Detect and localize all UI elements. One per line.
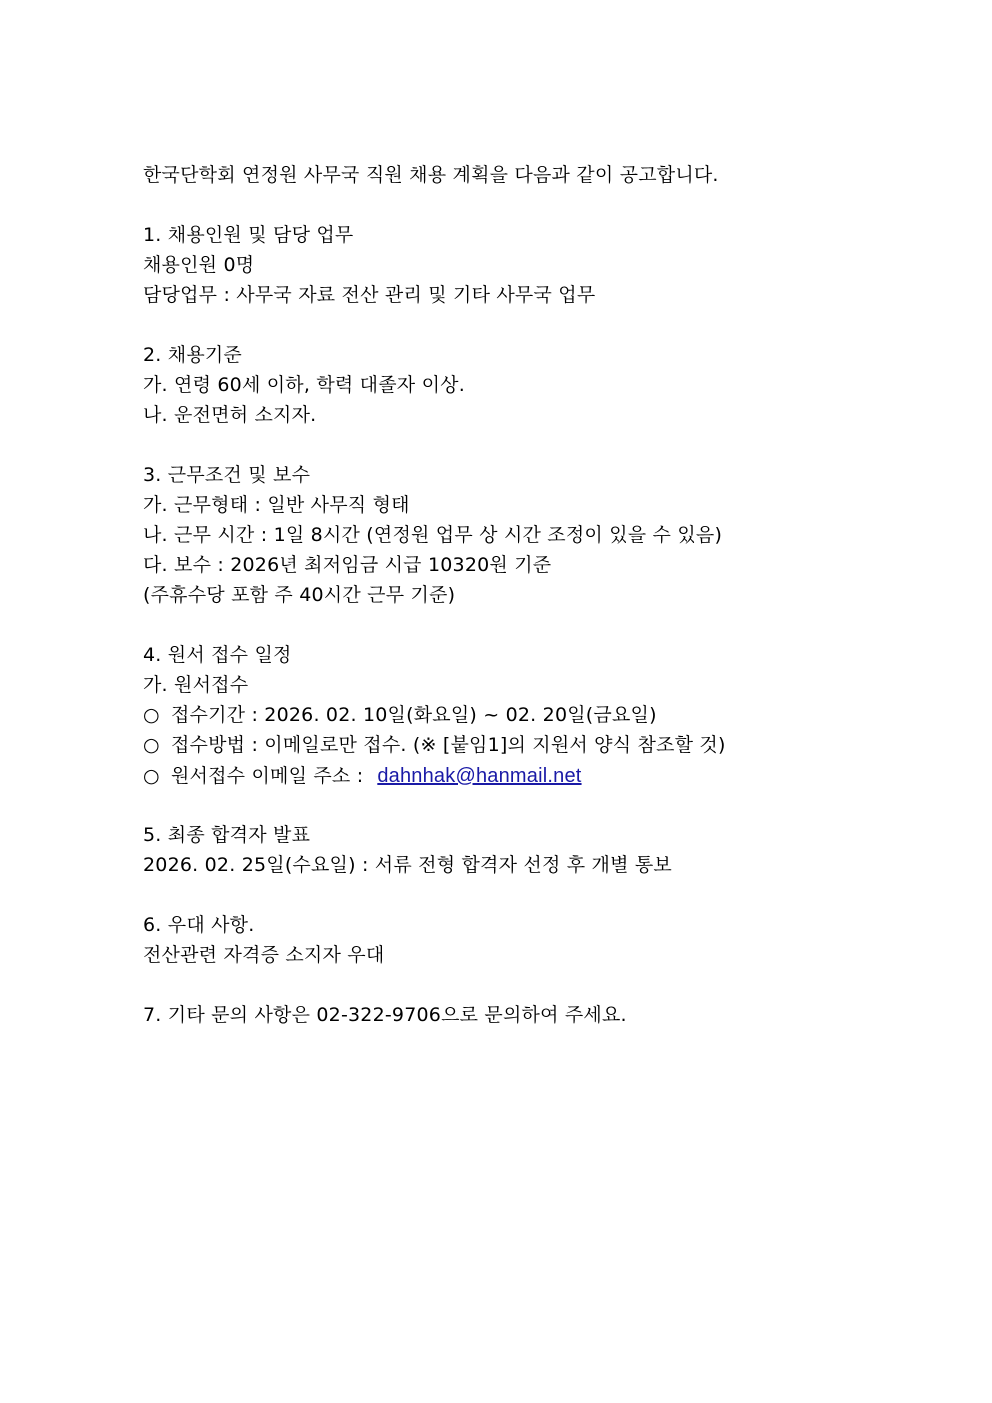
application-method	[143, 730, 943, 760]
section-3-heading: 3. 근무조건 및 보수	[143, 464, 311, 486]
recruit-count: 채용인원 0명	[143, 254, 255, 276]
section-4-heading: 4. 원서 접수 일정	[143, 644, 292, 666]
application-email	[143, 760, 943, 792]
section-2-heading: 2. 채용기준	[143, 344, 242, 366]
criteria-license: 나. 운전면허 소지자.	[143, 404, 317, 426]
spacer	[143, 792, 943, 820]
application-period-text: 접수기간 : 2026. 02. 10일(화요일) ~ 02. 20일(금요일)	[171, 704, 657, 726]
spacer	[143, 610, 943, 640]
spacer	[143, 430, 943, 460]
salary: 다. 보수 : 2026년 최저임금 시급 10320원 기준	[143, 554, 552, 576]
announcement-document	[143, 160, 943, 1030]
spacer	[143, 190, 943, 220]
salary-note: (주휴수당 포함 주 40시간 근무 기준)	[143, 584, 456, 606]
work-hours: 나. 근무 시간 : 1일 8시간 (연정원 업무 상 시간 조정이 있을 수 있음)	[143, 524, 723, 546]
job-duties: 담당업무 : 사무국 자료 전산 관리 및 기타 사무국 업무	[143, 284, 596, 306]
application-subheading: 가. 원서접수	[143, 674, 249, 696]
section-6-heading: 6. 우대 사항.	[143, 914, 255, 936]
final-announcement: 2026. 02. 25일(수요일) : 서류 전형 합격자 선정 후 개별 통보	[143, 854, 672, 876]
bullet-circle-icon: ○	[143, 704, 160, 726]
spacer	[143, 310, 943, 340]
spacer	[143, 970, 943, 1000]
application-period	[143, 700, 943, 730]
section-1-heading: 1. 채용인원 및 담당 업무	[143, 224, 354, 246]
bullet-circle-icon: ○	[143, 765, 160, 787]
section-5-heading: 5. 최종 합격자 발표	[143, 824, 311, 846]
application-method-text: 접수방법 : 이메일로만 접수. (※ [붙임1]의 지원서 양식 참조할 것)	[171, 734, 726, 756]
work-type: 가. 근무형태 : 일반 사무직 형태	[143, 494, 410, 516]
bullet-circle-icon: ○	[143, 734, 160, 756]
preference-text: 전산관련 자격증 소지자 우대	[143, 944, 385, 966]
intro-text: 한국단학회 연정원 사무국 직원 채용 계획을 다음과 같이 공고합니다.	[143, 164, 719, 186]
section-7-heading: 7. 기타 문의 사항은 02-322-9706으로 문의하여 주세요.	[143, 1004, 627, 1026]
spacer	[143, 880, 943, 910]
email-link[interactable]: dahnhak@hanmail.net	[377, 765, 582, 787]
criteria-age-education: 가. 연령 60세 이하, 학력 대졸자 이상.	[143, 374, 465, 396]
application-email-label: 원서접수 이메일 주소 :	[171, 765, 364, 787]
